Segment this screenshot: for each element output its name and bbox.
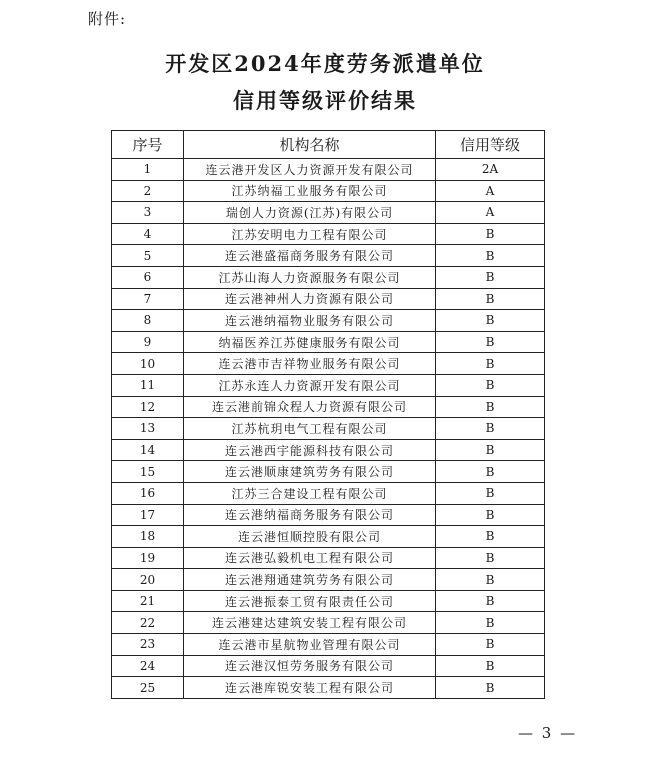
table-row (112, 482, 545, 504)
cell-credit-grade: B (436, 245, 545, 267)
attachment-label: 附件: (88, 10, 127, 28)
cell-credit-grade: B (436, 569, 545, 591)
cell-institution-name: 连云港纳福商务服务有限公司 (184, 504, 436, 526)
cell-serial-number: 25 (112, 677, 184, 699)
cell-serial-number: 11 (112, 374, 184, 396)
cell-institution-name: 江苏山海人力资源服务有限公司 (184, 266, 436, 288)
document-title-line1: 开发区2024年度劳务派遣单位 (165, 51, 485, 76)
cell-institution-name: 瑞创人力资源(江苏)有限公司 (184, 202, 436, 224)
table-row (112, 677, 545, 699)
table-row (112, 461, 545, 483)
cell-institution-name: 连云港开发区人力资源开发有限公司 (184, 159, 436, 181)
cell-institution-name: 江苏杭玥电气工程有限公司 (184, 418, 436, 440)
cell-credit-grade: B (436, 655, 545, 677)
cell-serial-number: 5 (112, 245, 184, 267)
cell-serial-number: 7 (112, 288, 184, 310)
table-row (112, 331, 545, 353)
cell-serial-number: 10 (112, 353, 184, 375)
cell-credit-grade: B (436, 396, 545, 418)
table-row (112, 439, 545, 461)
cell-credit-grade: B (436, 331, 545, 353)
cell-credit-grade: B (436, 590, 545, 612)
table-row (112, 266, 545, 288)
table-row (112, 418, 545, 440)
table-row (112, 569, 545, 591)
cell-institution-name: 连云港振泰工贸有限责任公司 (184, 590, 436, 612)
cell-serial-number: 24 (112, 655, 184, 677)
credit-rating-table (111, 130, 545, 699)
cell-serial-number: 17 (112, 504, 184, 526)
page-number: — 3 — (518, 724, 578, 742)
cell-institution-name: 连云港神州人力资源有限公司 (184, 288, 436, 310)
cell-serial-number: 6 (112, 266, 184, 288)
header-serial-number: 序号 (112, 131, 184, 159)
cell-credit-grade: B (436, 461, 545, 483)
table-row (112, 353, 545, 375)
cell-serial-number: 13 (112, 418, 184, 440)
cell-institution-name: 连云港盛福商务服务有限公司 (184, 245, 436, 267)
table-row (112, 547, 545, 569)
cell-institution-name: 连云港市吉祥物业服务有限公司 (184, 353, 436, 375)
cell-credit-grade: B (436, 526, 545, 548)
cell-institution-name: 江苏纳福工业服务有限公司 (184, 180, 436, 202)
cell-serial-number: 8 (112, 310, 184, 332)
cell-institution-name: 连云港弘毅机电工程有限公司 (184, 547, 436, 569)
cell-serial-number: 4 (112, 223, 184, 245)
cell-credit-grade: B (436, 634, 545, 656)
cell-credit-grade: B (436, 482, 545, 504)
table-row (112, 245, 545, 267)
cell-institution-name: 江苏永连人力资源开发有限公司 (184, 374, 436, 396)
cell-credit-grade: B (436, 504, 545, 526)
cell-credit-grade: B (436, 310, 545, 332)
table-row (112, 374, 545, 396)
table-row (112, 202, 545, 224)
cell-institution-name: 连云港市星航物业管理有限公司 (184, 634, 436, 656)
cell-serial-number: 1 (112, 159, 184, 181)
header-institution-name: 机构名称 (184, 131, 436, 159)
cell-credit-grade: B (436, 266, 545, 288)
cell-institution-name: 纳福医养江苏健康服务有限公司 (184, 331, 436, 353)
cell-serial-number: 20 (112, 569, 184, 591)
cell-credit-grade: A (436, 202, 545, 224)
cell-serial-number: 21 (112, 590, 184, 612)
cell-credit-grade: B (436, 223, 545, 245)
cell-credit-grade: A (436, 180, 545, 202)
cell-serial-number: 14 (112, 439, 184, 461)
cell-serial-number: 12 (112, 396, 184, 418)
cell-serial-number: 23 (112, 634, 184, 656)
header-credit-grade: 信用等级 (436, 131, 545, 159)
cell-credit-grade: B (436, 288, 545, 310)
table-row (112, 526, 545, 548)
cell-institution-name: 连云港纳福物业服务有限公司 (184, 310, 436, 332)
table-row (112, 504, 545, 526)
table-row (112, 590, 545, 612)
cell-institution-name: 连云港库锐安装工程有限公司 (184, 677, 436, 699)
table-row (112, 310, 545, 332)
cell-institution-name: 连云港翔通建筑劳务有限公司 (184, 569, 436, 591)
table-row (112, 288, 545, 310)
cell-credit-grade: B (436, 547, 545, 569)
table-header-row (112, 131, 545, 159)
table-row (112, 159, 545, 181)
cell-institution-name: 连云港恒顺控股有限公司 (184, 526, 436, 548)
cell-institution-name: 连云港西宇能源科技有限公司 (184, 439, 436, 461)
table-row (112, 655, 545, 677)
cell-credit-grade: B (436, 418, 545, 440)
cell-institution-name: 连云港汉恒劳务服务有限公司 (184, 655, 436, 677)
table-row (112, 223, 545, 245)
cell-credit-grade: B (436, 353, 545, 375)
cell-credit-grade: B (436, 374, 545, 396)
cell-credit-grade: 2A (436, 159, 545, 181)
table-row (112, 612, 545, 634)
cell-serial-number: 9 (112, 331, 184, 353)
cell-serial-number: 15 (112, 461, 184, 483)
cell-serial-number: 3 (112, 202, 184, 224)
cell-serial-number: 2 (112, 180, 184, 202)
cell-institution-name: 江苏安明电力工程有限公司 (184, 223, 436, 245)
cell-serial-number: 16 (112, 482, 184, 504)
cell-serial-number: 19 (112, 547, 184, 569)
cell-institution-name: 连云港建达建筑安装工程有限公司 (184, 612, 436, 634)
cell-institution-name: 连云港顺康建筑劳务有限公司 (184, 461, 436, 483)
cell-serial-number: 22 (112, 612, 184, 634)
cell-serial-number: 18 (112, 526, 184, 548)
cell-institution-name: 连云港前锦众程人力资源有限公司 (184, 396, 436, 418)
cell-credit-grade: B (436, 677, 545, 699)
document-title-line2: 信用等级评价结果 (233, 88, 417, 113)
table-row (112, 396, 545, 418)
cell-credit-grade: B (436, 439, 545, 461)
table-row (112, 180, 545, 202)
cell-institution-name: 江苏三合建设工程有限公司 (184, 482, 436, 504)
cell-credit-grade: B (436, 612, 545, 634)
table-row (112, 634, 545, 656)
